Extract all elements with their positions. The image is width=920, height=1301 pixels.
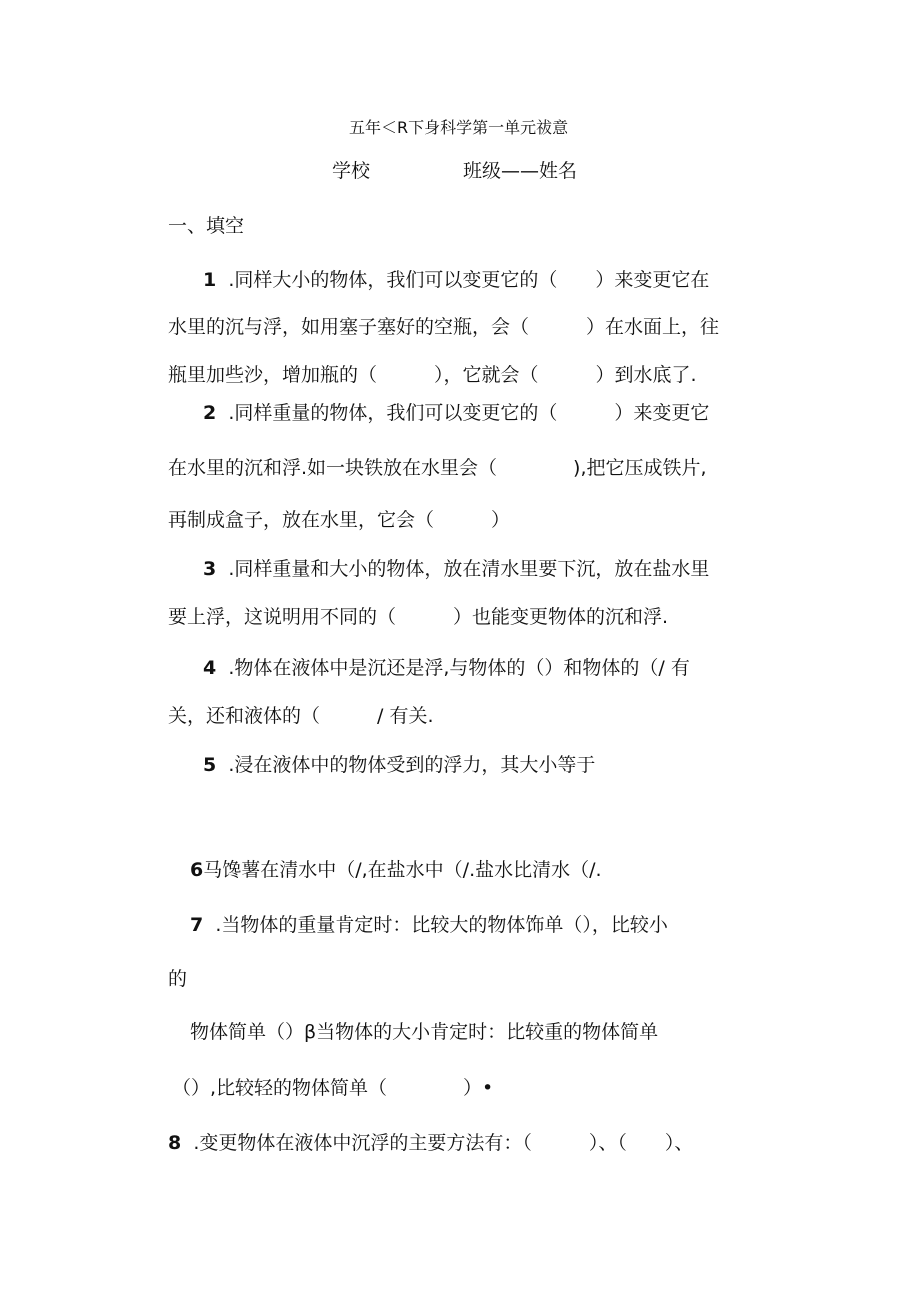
question-3 [203,557,709,581]
question-number: 1 [203,269,217,291]
question-line: 再制成盒子，放在水里，它会（ ） [168,509,511,531]
question-5 [203,753,595,777]
question-text: 马馋薯在清水中（/,在盐水中（/.盐水比清水（/. [203,859,602,881]
question-7 [190,913,668,937]
question-line: 关，还和液体的（ / 有关. [168,705,434,727]
question-number: 3 [203,558,217,580]
question-line: （）,比较轻的物体简单（ ）• [172,1077,494,1099]
question-line: 要上浮，这说明用不同的（ ）也能变更物体的沉和浮. [168,606,669,628]
question-line: 的 [168,968,188,990]
question-number: 8 [168,1132,182,1154]
question-line: 瓶里加些沙，增加瓶的（ ），它就会（ ）到水底了. [168,364,697,386]
question-8 [168,1131,693,1155]
question-number: 6 [190,859,204,881]
section-heading: 一、填空 [168,215,245,237]
question-number: 5 [203,754,217,776]
question-text: .同样重量的物体，我们可以变更它的（ ）来变更它 [228,402,710,424]
question-line: 物体简单（）β当物体的大小肯定时：比较重的物体简单 [190,1021,659,1043]
class-name-field-label: 班级——姓名 [463,160,578,182]
question-text: .同样大小的物体，我们可以变更它的（ ）来变更它在 [228,269,710,291]
question-4 [203,656,690,680]
question-number: 7 [190,914,204,936]
question-text: .物体在液体中是沉还是浮,与物体的（）和物体的（/ 有 [228,657,690,679]
question-text: .当物体的重量肯定时：比较大的物体饰单（），比较小 [215,914,668,936]
school-field-label: 学校 [332,160,371,182]
question-number: 4 [203,657,217,679]
question-text: .变更物体在液体中沉浮的主要方法有：（ ）、（ ）、 [193,1132,694,1154]
question-1 [203,268,709,292]
question-6 [190,858,602,882]
question-2 [203,401,709,425]
question-line: 在水里的沉和浮.如一块铁放在水里会（ ),把它压成铁片, [168,457,707,479]
question-text: .同样重量和大小的物体，放在清水里要下沉，放在盐水里 [228,558,710,580]
question-number: 2 [203,402,217,424]
question-text: .浸在液体中的物体受到的浮力，其大小等于 [228,754,596,776]
question-line: 水里的沉与浮，如用塞子塞好的空瓶，会（ ）在水面上，往 [168,316,720,338]
doc-title: 五年＜R下身科学第一单元祓意 [349,118,569,137]
